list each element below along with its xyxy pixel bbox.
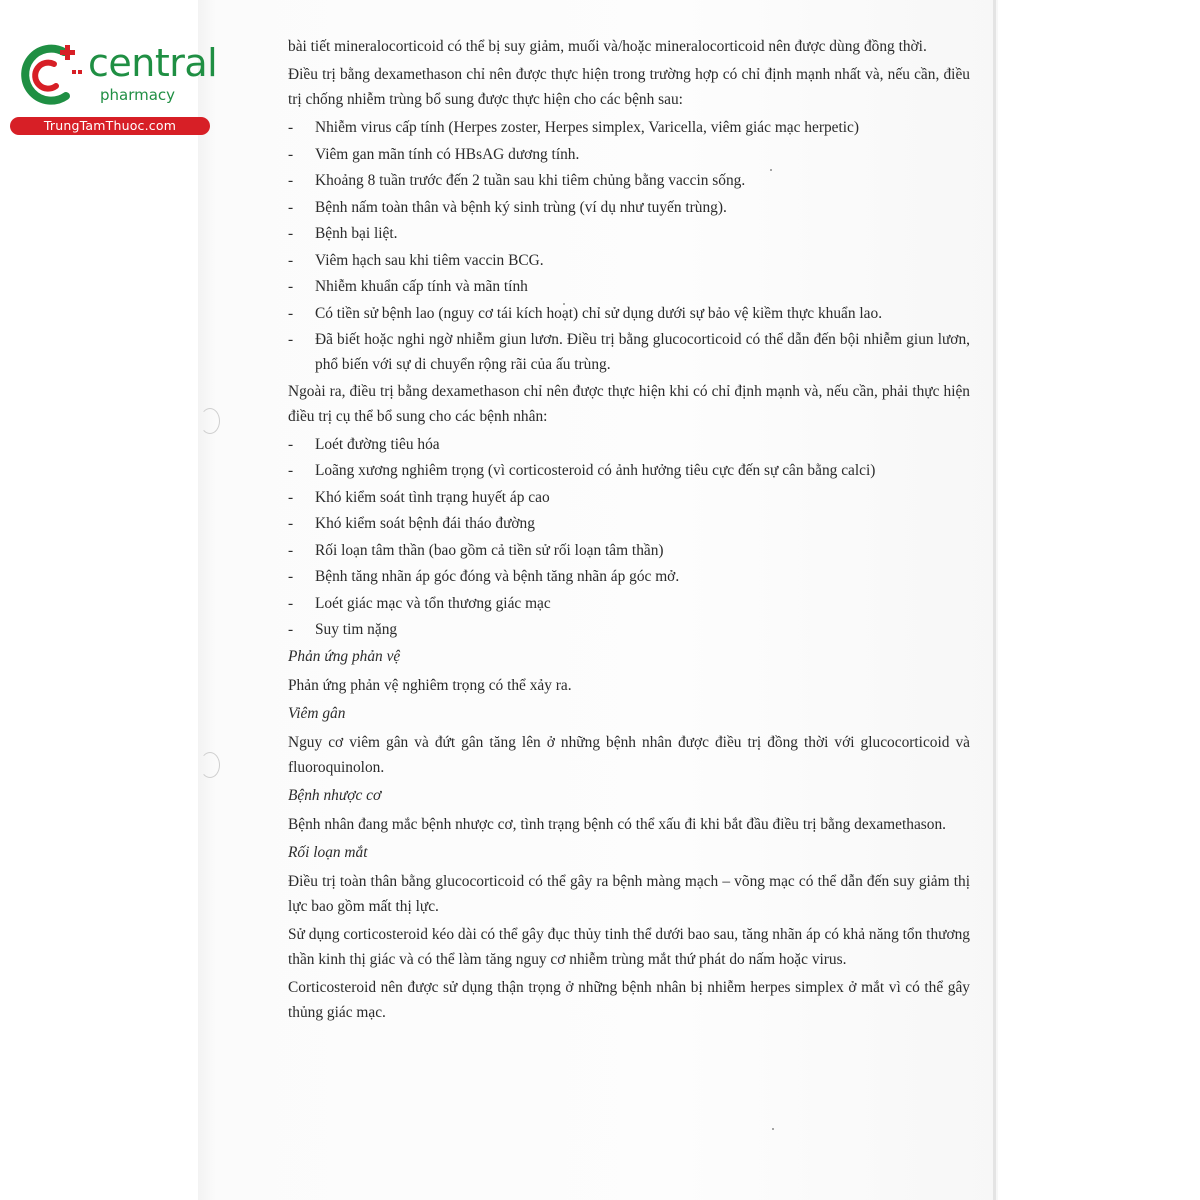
punch-hole-mark bbox=[200, 752, 220, 778]
paragraph: Corticosteroid nên được sử dụng thận trọng ở những bệnh nhân bị nhiễm herpes simplex ở mắt vì có thể gây thủng giác mạc. bbox=[288, 978, 970, 1021]
list-item: - Loét đường tiêu hóa bbox=[288, 435, 440, 453]
list-item: - Đã biết hoặc nghi ngờ nhiễm giun lươn. Điều trị bằng glucocorticoid có thể dẫn đến bội nhiễm giun lươn, phổ biến với sự di chuyển rộng rãi của ấu trùng. bbox=[288, 331, 970, 373]
list-item: - Loét giác mạc và tổn thương giác mạc bbox=[288, 594, 551, 612]
scan-speck bbox=[772, 1128, 774, 1130]
list-item: - Rối loạn tâm thần (bao gồm cả tiền sử rối loạn tâm thần) bbox=[288, 541, 664, 559]
paragraph: Điều trị toàn thân bằng glucocorticoid có thể gây ra bệnh màng mạch – võng mạc có thể dẫn đến suy giảm thị lực bao gồm mất thị lực. bbox=[288, 872, 970, 915]
logo-wordmark: central bbox=[88, 41, 218, 85]
list-item: - Viêm gan mãn tính có HBsAG dương tính. bbox=[288, 145, 580, 163]
list-item: - Khó kiểm soát tình trạng huyết áp cao bbox=[288, 488, 550, 506]
list-item: - Nhiễm virus cấp tính (Herpes zoster, Herpes simplex, Varicella, viêm giác mạc herpetic) bbox=[288, 119, 859, 136]
paragraph: Nguy cơ viêm gân và đứt gân tăng lên ở những bệnh nhân được điều trị đồng thời với glucocorticoid và fluoroquinolon. bbox=[288, 733, 970, 776]
list-item: - Bệnh nấm toàn thân và bệnh ký sinh trùng (ví dụ như tuyến trùng). bbox=[288, 198, 727, 216]
section-heading-anaphylaxis: Phản ứng phản vệ bbox=[288, 647, 401, 665]
central-pharmacy-logo[interactable] bbox=[10, 36, 218, 136]
paragraph: Ngoài ra, điều trị bằng dexamethason chỉ nên được thực hiện khi có chỉ định mạnh và, nếu cần, phải thực hiện điều trị cụ thể bổ sung cho các bệnh nhân: bbox=[288, 382, 970, 425]
list-item: - Viêm hạch sau khi tiêm vaccin BCG. bbox=[288, 251, 544, 269]
list-item: - Có tiền sử bệnh lao (nguy cơ tái kích hoạt) chỉ sử dụng dưới sự bảo vệ kiềm thực khuẩn lao. bbox=[288, 304, 883, 322]
page-edge bbox=[993, 0, 996, 1200]
punch-hole-mark bbox=[200, 408, 220, 434]
paragraph: Sử dụng corticosteroid kéo dài có thể gây đục thủy tinh thể dưới bao sau, tăng nhãn áp có khả năng tổn thương thần kinh thị giác và có thể làm tăng nguy cơ nhiễm trùng mắt thứ phát do nấm hoặc virus. bbox=[288, 925, 971, 968]
paragraph: Bệnh nhân đang mắc bệnh nhược cơ, tình trạng bệnh có thể xấu đi khi bắt đầu điều trị bằng dexamethason. bbox=[288, 815, 947, 833]
list-item: - Suy tim nặng bbox=[288, 621, 398, 638]
list-item: - Khoảng 8 tuần trước đến 2 tuần sau khi tiêm chủng bằng vaccin sống. bbox=[288, 172, 746, 189]
logo-subtitle: pharmacy bbox=[100, 86, 176, 104]
section-heading-eye-disorders: Rối loạn mắt bbox=[288, 843, 368, 861]
paragraph: bài tiết mineralocorticoid có thể bị suy giảm, muối và/hoặc mineralocorticoid nên được dùng đồng thời. bbox=[288, 38, 927, 55]
list-item: - Khó kiểm soát bệnh đái tháo đường bbox=[288, 515, 535, 532]
list-item: - Loãng xương nghiêm trọng (vì corticosteroid có ảnh hưởng tiêu cực đến sự cân bằng calci) bbox=[288, 462, 876, 479]
section-heading-myasthenia: Bệnh nhược cơ bbox=[288, 786, 382, 804]
paragraph: Điều trị bằng dexamethason chỉ nên được thực hiện trong trường hợp có chỉ định mạnh nhất và, nếu cần, điều trị chống nhiễm trùng bổ sung được thực hiện cho các bệnh sau: bbox=[288, 66, 970, 108]
paragraph: Phản ứng phản vệ nghiêm trọng có thể xảy ra. bbox=[288, 676, 572, 694]
pharmacy-cross-logo-icon bbox=[10, 36, 92, 116]
list-item: - Bệnh bại liệt. bbox=[288, 225, 398, 242]
list-item: - Bệnh tăng nhãn áp góc đóng và bệnh tăng nhãn áp góc mở. bbox=[288, 568, 680, 585]
logo-website-banner: TrungTamThuoc.com bbox=[10, 117, 210, 135]
section-heading-tendinitis: Viêm gân bbox=[288, 704, 346, 722]
list-item: - Nhiễm khuẩn cấp tính và mãn tính bbox=[288, 278, 528, 295]
document-body bbox=[288, 34, 970, 1028]
